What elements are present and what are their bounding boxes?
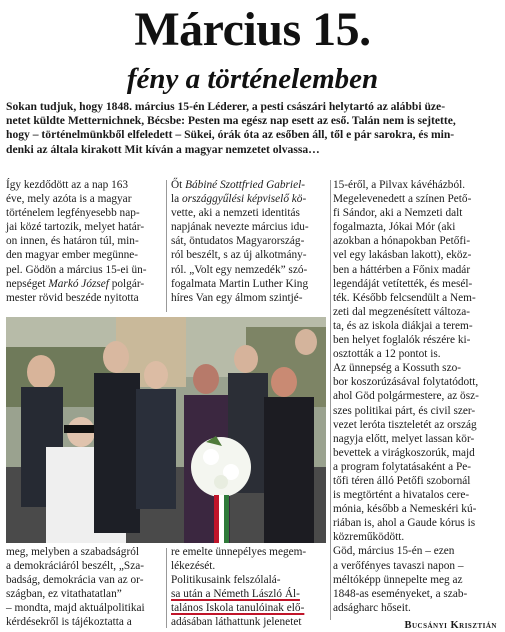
text-line: legendáját vetítették, és mesél- [333, 277, 473, 290]
text-line: Így kezdődött az a nap 163 [6, 179, 129, 191]
text-line: szágban, ez vitathatatlan” [6, 588, 122, 601]
text-line: fogalmata Martin Luther King [171, 277, 309, 290]
text-line: – mondta, majd aktuálpolitikai [6, 602, 145, 615]
text-line: azokban a hónapokban Petőfi- [333, 235, 471, 248]
lead-line: denki az általa kirakott Mit kíván a magyar nemzetet olvassa… [6, 142, 320, 156]
text-line: 1848-as eseményeket, a szab- [333, 587, 468, 600]
lead-line: hogy – történelmünkből elfeledett – Sükei, órák óta az esőben áll, től e pár sarokra, és min- [6, 128, 455, 142]
text-line: adságharc hőseit. [333, 601, 411, 614]
text-line: den magyar ember megünne- [6, 249, 139, 262]
text-line: is megtörtént a hivatalos cere- [333, 489, 470, 502]
text-line: sa után a Németh László Ál- [171, 588, 300, 601]
text-line: zeti dal megzenésített változa- [333, 305, 471, 318]
text-line: ben helyet foglalók részére ki- [333, 334, 471, 347]
text-line: fi Sándor, aki a Nemzeti dalt [333, 207, 463, 220]
text-line: adásában láthattunk jelenetet [171, 616, 302, 629]
text-line: kérdésekről is tájékoztatta a [6, 616, 132, 629]
text-line: pel. Gödön a március 15-ei ün- [6, 263, 147, 276]
text-line: meg, melyben a szabadságról [6, 546, 140, 558]
text-line: a program folytatásaként a Pe- [333, 460, 472, 473]
text-line: 15-éről, a Pilvax kávéházból. [333, 179, 466, 191]
text-line: Az ünnepség a Kossuth szo- [333, 362, 462, 375]
text-line: méltóképp ünnepelte meg az [333, 573, 463, 586]
column-2-top [171, 178, 329, 305]
text-line: bor koszorúzásával folytatódott, [333, 376, 479, 389]
column-1-top [6, 178, 164, 305]
text-line: ték. Később felcsendült a Nem- [333, 291, 476, 304]
text-line: lékezését. [171, 560, 216, 573]
text-line: la országgyűlési képviselő kö- [171, 193, 307, 206]
text-line: Politikusaink felszólalá- [171, 574, 281, 587]
text-line: bevettek a virágkoszorúk, majd [333, 446, 475, 459]
ceremony-photo [6, 317, 326, 543]
column-divider [330, 180, 331, 620]
text-line: vel egy lakásban lakott), eköz- [333, 249, 472, 262]
text-line: talános Iskola tanulóinak elő- [171, 602, 305, 615]
text-line: re emelte ünnepélyes megem- [171, 546, 307, 558]
text-line: nagyja előtt, melyet lassan kör- [333, 432, 475, 445]
text-line: riában is, ahol a Gaude kórus is [333, 517, 476, 530]
column-1-bottom [6, 545, 164, 630]
text-line: ról. „Volt egy nemzedék” szó- [171, 263, 308, 276]
text-line: mester rövid beszéde nyitotta [6, 291, 139, 304]
text-line: osztották a 12 pontot is. [333, 348, 441, 361]
text-line: a verőfényes tavaszi napon – [333, 559, 464, 572]
text-line: jai közé tartozik, melyet határ- [6, 221, 145, 234]
text-line: napjának nevezte március idu- [171, 221, 309, 234]
text-line: a demokráciáról beszélt, „Sza- [6, 560, 145, 573]
text-line: badság, demokrácia van az or- [6, 574, 144, 587]
article-title: Március 15. [134, 3, 371, 56]
text-line: vette, aki a nemzeti identitás [171, 207, 300, 220]
article-lead [6, 100, 499, 157]
text-line: ben a háttérben a Főnix madár [333, 263, 471, 276]
text-line: nepséget Markó József polgár- [6, 277, 145, 290]
text-line: ahol Göd polgármestere, az ösz- [333, 390, 479, 403]
text-line: szes politikai párt, és civil szer- [333, 404, 476, 417]
text-line: közreműködött. [333, 531, 405, 544]
column-3 [333, 178, 500, 615]
text-line: mónia, később a Nemeskéri kú- [333, 503, 477, 516]
text-line: Göd, március 15-én – ezen [333, 545, 455, 558]
text-line: éve, mely azóta is a magyar [6, 193, 132, 206]
article-subtitle: fény a történelemben [126, 63, 379, 95]
lead-line: netet küldte Metternichnek, Bécsbe: Pesten ma egész nap esett az eső. Talán nem is sejtette, [6, 114, 456, 128]
text-line: történelem legfényesebb nap- [6, 207, 140, 220]
column-divider [166, 180, 167, 312]
text-line: ról beszélt, s az új alkotmány- [171, 249, 307, 262]
text-line: fogalmazta, Jókai Mór (aki [333, 221, 456, 234]
text-line: sát, öntudatos Magyarország- [171, 235, 305, 248]
text-line: Megelevenedett a színen Pető- [333, 193, 472, 206]
text-line: tőfi téren álló Petőfi szobornál [333, 474, 471, 487]
column-divider [166, 548, 167, 628]
column-2-bottom [171, 545, 329, 630]
text-line: vezet leróta tiszteletét az ország [333, 418, 477, 431]
text-line: on innen, és határon túl, min- [6, 235, 139, 248]
author-signature: Bucsányi Krisztián [404, 620, 497, 631]
text-line: híres Van egy álmom szintjé- [171, 291, 303, 304]
lead-line: Sokan tudjuk, hogy 1848. március 15-én Léderer, a pesti császári helytartó az alábbi üze- [6, 100, 446, 113]
text-line: Őt Bábiné Szottfried Gabriel- [171, 179, 305, 191]
text-line: ta, és az iskola diákjai a terem- [333, 319, 473, 332]
